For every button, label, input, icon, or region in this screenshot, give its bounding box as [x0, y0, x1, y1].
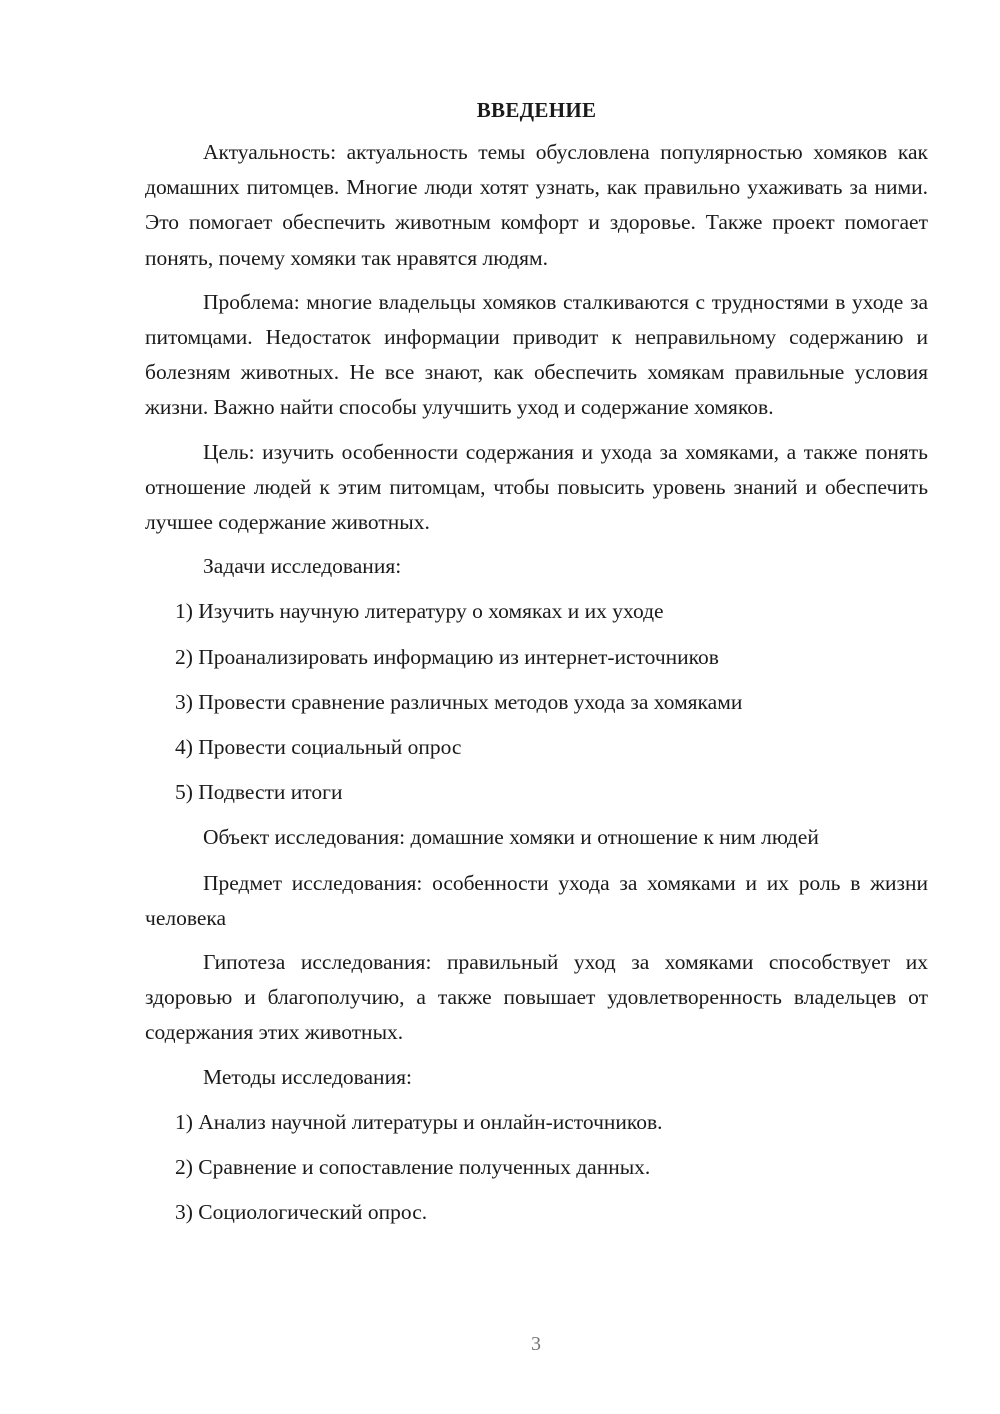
document-page [145, 95, 928, 1240]
object-paragraph: Объект исследования: домашние хомяки и отношение к ним людей [203, 825, 819, 850]
list-item: 2) Сравнение и сопоставление полученных данных. [175, 1155, 651, 1180]
hypothesis-paragraph: Гипотеза исследования: правильный уход за хомяками способствует их здоровью и благополучию, а также повышает удовлетворенность владельцев от содержания этих животных. [145, 950, 928, 1045]
list-item: 1) Анализ научной литературы и онлайн-источников. [175, 1109, 663, 1134]
list-item: 2) Проанализировать информацию из интернет-источников [175, 644, 719, 669]
methods-heading: Методы исследования: [203, 1064, 412, 1089]
list-item: 3) Провести сравнение различных методов ухода за хомяками [175, 689, 743, 714]
tasks-heading: Задачи исследования: [203, 554, 402, 579]
subject-paragraph: Предмет исследования: особенности ухода за хомяками и их роль в жизни человека [145, 870, 928, 930]
list-item: 4) Провести социальный опрос [175, 735, 462, 760]
problem-paragraph: Проблема: многие владельцы хомяков сталкиваются с трудностями в уходе за питомцами. Недостаток информации приводит к неправильному содержанию и болезням животных. Не все знают, как обеспечить хомякам правильные условия жизни. Важно найти способы улучшить уход и содержание хомяков. [145, 289, 928, 420]
goal-paragraph: Цель: изучить особенности содержания и ухода за хомяками, а также понять отношение людей к этим питомцам, чтобы повысить уровень знаний и обеспечить лучшее содержание животных. [145, 439, 928, 535]
relevance-paragraph: Актуальность: актуальность темы обусловлена популярностью хомяков как домашних питомцев. Многие люди хотят узнать, как правильно ухаживать за ними. Это помогает обеспечить животным комфорт и здоровье. Также проект помогает понять, почему хомяки так нравятся людям. [145, 140, 928, 270]
list-item: 5) Подвести итоги [175, 780, 343, 805]
list-item: 3) Социологический опрос. [175, 1200, 428, 1225]
page-number: 3 [531, 1333, 541, 1355]
list-item: 1) Изучить научную литературу о хомяках и их уходе [175, 599, 664, 624]
section-title: ВВЕДЕНИЕ [476, 98, 597, 122]
